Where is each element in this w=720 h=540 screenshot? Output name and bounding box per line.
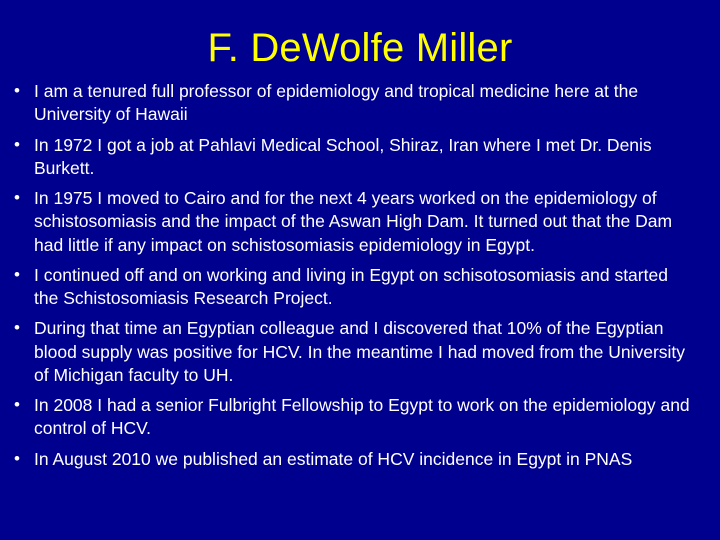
bullet-point-icon: • xyxy=(14,188,20,208)
bullet-list xyxy=(0,80,720,471)
list-item xyxy=(14,134,696,181)
list-item xyxy=(14,317,696,387)
list-item-text: In 1972 I got a job at Pahlavi Medical School, Shiraz, Iran where I met Dr. Denis Burkett. xyxy=(34,134,652,178)
list-item-text: During that time an Egyptian colleague and I discovered that 10% of the Egyptian blood supply was positive for HCV. In the meantime I had moved from the University of Michigan faculty to UH. xyxy=(34,318,686,385)
list-item-text: I continued off and on working and living in Egypt on schisotosomiasis and started the Schistosomiasis Research Project. xyxy=(34,264,668,309)
slide-title: F. DeWolfe Miller xyxy=(207,26,513,70)
list-item-text: In 1975 I moved to Cairo and for the next 4 years worked on the epidemiology of schistosomiasis and the impact of the Aswan High Dam. It turned out that the Dam had little if any impact on schistosomiasis epidemiology in Egypt. xyxy=(34,188,673,255)
list-item-text: I am a tenured full professor of epidemiology and tropical medicine here at the University of Hawaii xyxy=(34,81,639,125)
bullet-point-icon: • xyxy=(14,395,20,415)
bullet-point-icon: • xyxy=(14,448,20,468)
list-item xyxy=(14,187,696,257)
bullet-point-icon: • xyxy=(14,81,20,100)
list-item-text: In 2008 I had a senior Fulbright Fellowship to Egypt to work on the epidemiology and control of HCV. xyxy=(34,395,690,439)
list-item xyxy=(14,264,696,311)
list-item-text: In August 2010 we published an estimate of HCV incidence in Egypt in PNAS xyxy=(34,448,633,469)
list-item xyxy=(14,448,696,471)
list-item xyxy=(14,394,696,441)
bullet-point-icon: • xyxy=(14,134,20,154)
list-item xyxy=(14,80,696,127)
bullet-point-icon: • xyxy=(14,264,20,284)
bullet-point-icon: • xyxy=(14,318,20,338)
